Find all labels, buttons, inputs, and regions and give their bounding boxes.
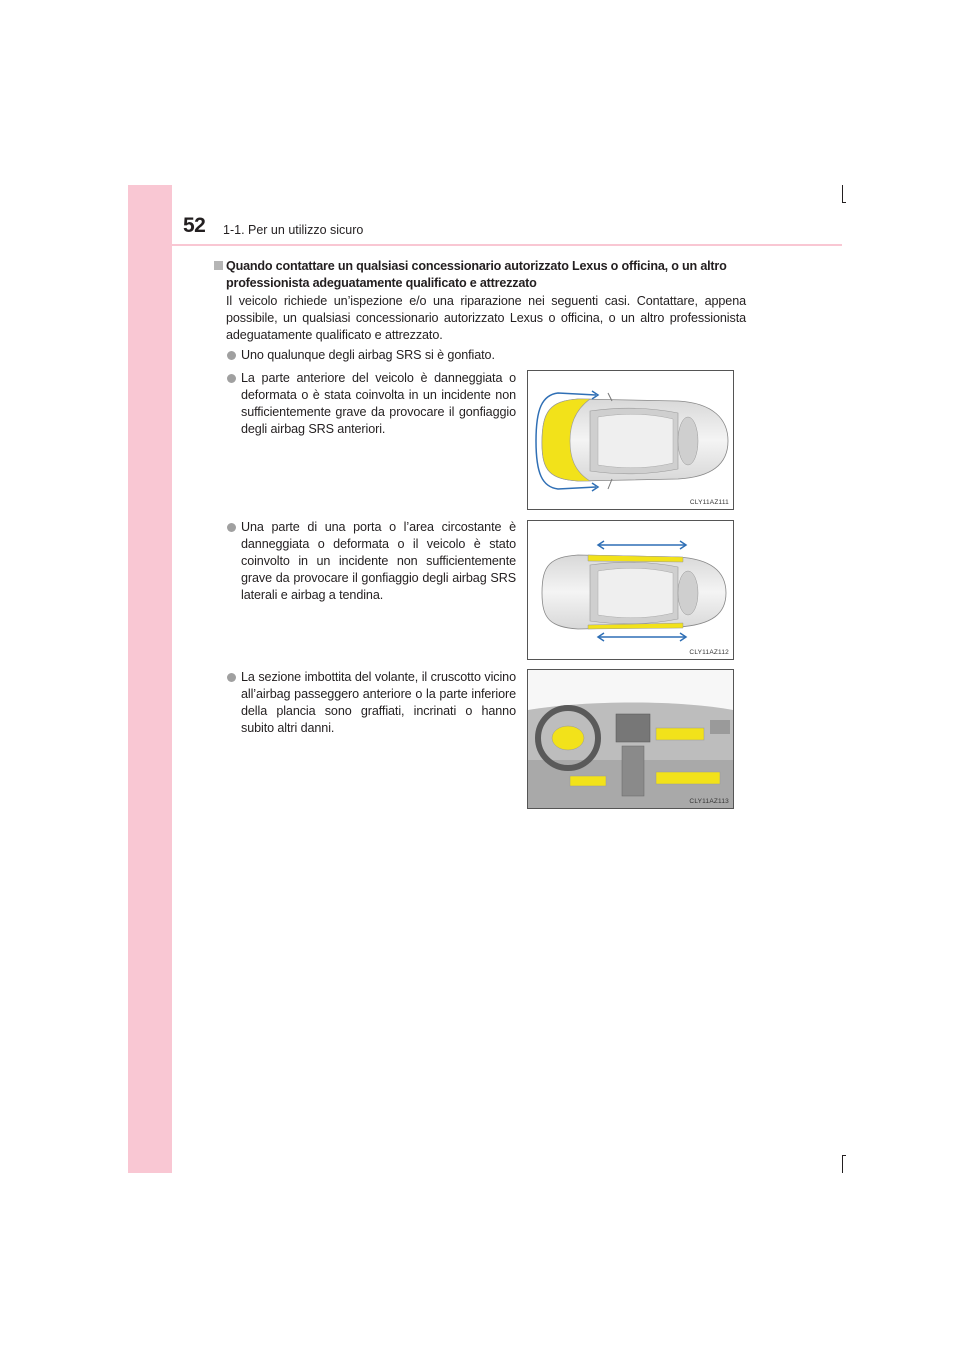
intro-paragraph: Il veicolo richiede un’ispezione e/o una riparazione nei seguenti casi. Contattare, appena possibile, un qualsiasi concessionario autorizzato Lexus o officina, o un altro professionista adeguatamente qualificato e attrezzato. — [226, 294, 746, 342]
list-item: Una parte di una porta o l’area circostante è danneggiata o deformata o il veicolo è stato coinvolto in un incidente non sufficientemente grave da provocare il gonfiaggio degli airbag SRS laterali e airbag a tendina. — [241, 519, 516, 604]
figure-code: CLY11AZ111 — [689, 499, 729, 506]
car-top-view-side-illustration — [528, 521, 733, 659]
page-side-band — [128, 185, 172, 1173]
page-number: 52 — [183, 214, 206, 237]
round-bullet-icon — [227, 673, 236, 682]
car-interior-illustration — [528, 670, 733, 808]
round-bullet-icon — [227, 523, 236, 532]
section-heading: Quando contattare un qualsiasi concessionario autorizzato Lexus o officina, o un altro professionista adeguatamente qualificato e attrezzato — [226, 258, 752, 292]
round-bullet-icon — [227, 351, 236, 360]
crop-mark-top — [842, 185, 843, 203]
crop-mark-top-tick — [842, 202, 846, 203]
figure-interior-damage — [527, 669, 734, 809]
list-item: La sezione imbottita del volante, il cruscotto vicino all’airbag passeggero anteriore o la parte inferiore della plancia sono graffiati, incrinati o hanno subito altri danni. — [241, 669, 516, 737]
section-title: 1-1. Per un utilizzo sicuro — [223, 223, 364, 237]
list-item: Uno qualunque degli airbag SRS si è gonfiato. — [241, 347, 541, 364]
figure-code: CLY11AZ113 — [689, 798, 729, 805]
crop-mark-bottom-tick — [842, 1155, 846, 1156]
list-item: La parte anteriore del veicolo è danneggiata o deformata o è stata coinvolta in un incidente non sufficientemente grave da provocare il gonfiaggio degli airbag SRS anteriori. — [241, 370, 516, 438]
square-bullet-icon — [214, 261, 223, 270]
car-top-view-front-illustration — [528, 371, 733, 509]
figure-code: CLY11AZ112 — [689, 649, 729, 656]
figure-front-damage — [527, 370, 734, 510]
round-bullet-icon — [227, 374, 236, 383]
header-rule — [172, 244, 842, 246]
crop-mark-bottom — [842, 1155, 843, 1173]
figure-side-damage — [527, 520, 734, 660]
